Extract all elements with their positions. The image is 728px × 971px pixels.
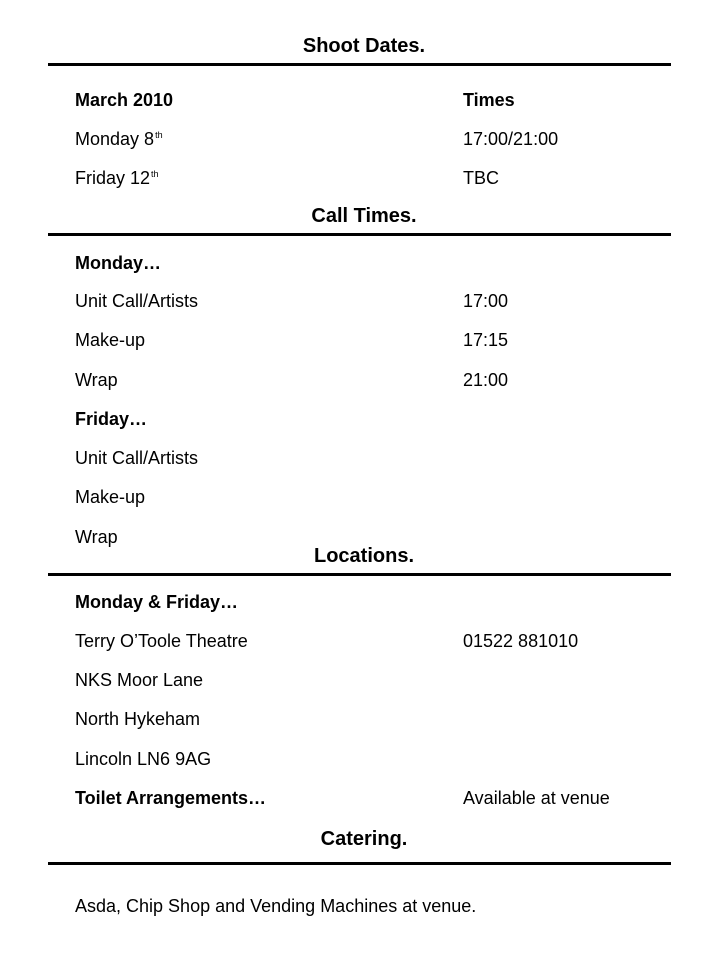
shoot-dates-divider: [48, 63, 671, 66]
shoot-date-day: Friday 12th: [75, 168, 159, 188]
address-line: NKS Moor Lane: [75, 670, 204, 690]
times-label: Times: [463, 90, 515, 110]
call-times-divider: [48, 233, 671, 236]
location-days-label: Monday & Friday…: [75, 592, 239, 612]
shoot-dates-heading: Shoot Dates.: [302, 35, 426, 57]
venue-row: [75, 629, 675, 653]
friday-label: Friday…: [75, 409, 148, 429]
locations-divider: [48, 573, 671, 576]
address-line: Lincoln LN6 9AG: [75, 749, 212, 769]
toilet-label: Toilet Arrangements…: [75, 788, 267, 808]
call-time-row: Unit Call/Artists 17:00: [75, 291, 509, 311]
venue-phone: 01522 881010: [463, 631, 579, 651]
toilet-value: Available at venue: [463, 788, 610, 808]
catering-text: Asda, Chip Shop and Vending Machines at venue.: [75, 896, 477, 916]
call-time-row: Unit Call/Artists: [75, 448, 199, 468]
toilet-row: [75, 786, 675, 810]
shoot-dates-header-row: [75, 88, 675, 112]
shoot-date-row: [75, 127, 675, 151]
locations-heading: Locations.: [313, 545, 414, 567]
call-time-row: Make-up 17:15: [75, 330, 509, 350]
catering-divider: [48, 862, 671, 865]
call-time-row: Wrap 21:00: [75, 370, 509, 390]
call-time-row: Make-up: [75, 487, 146, 507]
call-time-row: Wrap: [75, 527, 118, 547]
monday-label: Monday…: [75, 253, 162, 273]
address-line: North Hykeham: [75, 709, 201, 729]
shoot-date-time: TBC: [463, 168, 499, 188]
shoot-date-row: [75, 166, 675, 190]
venue-name: Terry O’Toole Theatre: [75, 631, 248, 651]
shoot-date-time: 17:00/21:00: [463, 129, 559, 149]
call-times-heading: Call Times.: [311, 205, 417, 227]
month-label: March 2010: [75, 90, 174, 110]
shoot-date-day: Monday 8th: [75, 129, 163, 149]
catering-heading: Catering.: [320, 828, 408, 850]
